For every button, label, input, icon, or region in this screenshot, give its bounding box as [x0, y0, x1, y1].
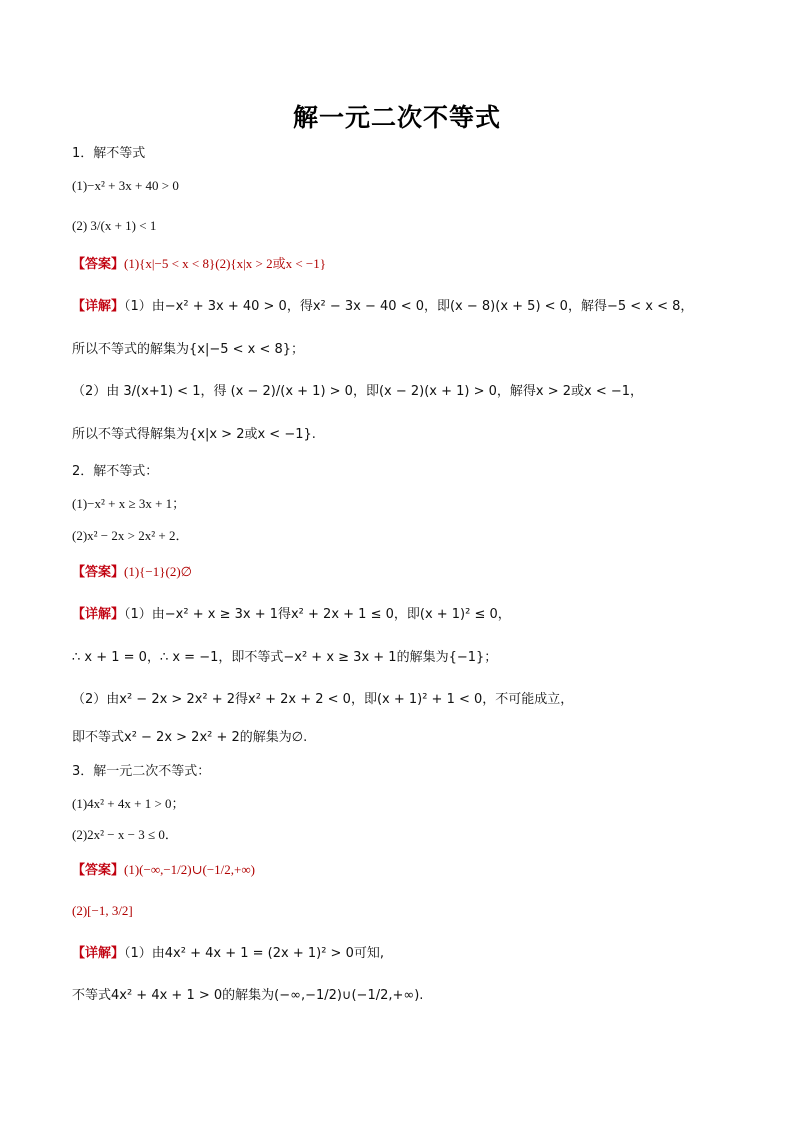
q2-detail-row-1	[72, 607, 511, 623]
q1-detail-4: 所以不等式得解集为{x|x > 2或x < −1}.	[72, 427, 316, 442]
q3-answer-row	[72, 862, 255, 879]
q1-detail-2: 所以不等式的解集为{x|−5 < x < 8}；	[72, 342, 305, 357]
q1-answer-row	[72, 256, 326, 273]
q2-answer-row	[72, 564, 192, 581]
q2-prompt: 2．解不等式：	[72, 464, 159, 479]
q2-detail-4: 即不等式x² − 2x > 2x² + 2的解集为∅.	[72, 730, 308, 745]
answer-label: 【答案】	[72, 565, 125, 580]
q2-part1: (1)−x² + x ≥ 3x + 1；	[72, 496, 186, 511]
q1-detail-1: （1）由−x² + 3x + 40 > 0，得x² − 3x − 40 < 0，即(x − 8)(x + 5) < 0，解得−5 < x < 8，	[124, 299, 694, 314]
q2-detail-3: （2）由x² − 2x > 2x² + 2得x² + 2x + 2 < 0，即(x + 1)² + 1 < 0，不可能成立，	[72, 692, 574, 707]
q1-part2: (2) 3/(x + 1) < 1	[72, 218, 157, 233]
q1-part1: (1)−x² + 3x + 40 > 0	[72, 178, 179, 193]
q3-part2: (2)2x² − x − 3 ≤ 0．	[72, 827, 178, 842]
q2-answer: (1){−1}(2)∅	[124, 564, 192, 579]
q2-detail-2: ∴ x + 1 = 0，∴ x = −1，即不等式−x² + x ≥ 3x + 1的解集为{−1}；	[72, 650, 498, 665]
q2-part2: (2)x² − 2x > 2x² + 2．	[72, 528, 189, 543]
answer-label: 【答案】	[72, 257, 125, 272]
q1-answer: (1){x|−5 < x < 8}(2){x|x > 2或x < −1}	[124, 256, 326, 271]
q3-answer-1: (1)(−∞,−1/2)∪(−1/2,+∞)	[124, 862, 255, 877]
q1-detail-row-1	[72, 299, 693, 315]
q3-part1: (1)4x² + 4x + 1 > 0；	[72, 796, 185, 811]
q3-answer-2: (2)[−1, 3/2]	[72, 903, 133, 918]
q1-detail-3: （2）由 3/(x+1) < 1，得 (x − 2)/(x + 1) > 0，即(x − 2)(x + 1) > 0，解得x > 2或x < −1，	[72, 384, 644, 399]
detail-label: 【详解】	[72, 299, 125, 314]
q3-detail-row-1	[72, 946, 384, 962]
detail-label: 【详解】	[72, 607, 125, 622]
detail-label: 【详解】	[72, 946, 125, 961]
q3-detail-1: （1）由4x² + 4x + 1 = (2x + 1)² > 0可知,	[124, 946, 384, 961]
answer-label: 【答案】	[72, 863, 125, 878]
q3-prompt: 3．解一元二次不等式：	[72, 764, 211, 779]
q2-detail-1: （1）由−x² + x ≥ 3x + 1得x² + 2x + 1 ≤ 0，即(x + 1)² ≤ 0，	[124, 607, 511, 622]
q1-prompt: 1．解不等式	[72, 146, 146, 161]
q3-detail-2: 不等式4x² + 4x + 1 > 0的解集为(−∞,−1/2)∪(−1/2,+∞).	[72, 988, 424, 1003]
page-title: 解一元二次不等式	[292, 103, 501, 132]
